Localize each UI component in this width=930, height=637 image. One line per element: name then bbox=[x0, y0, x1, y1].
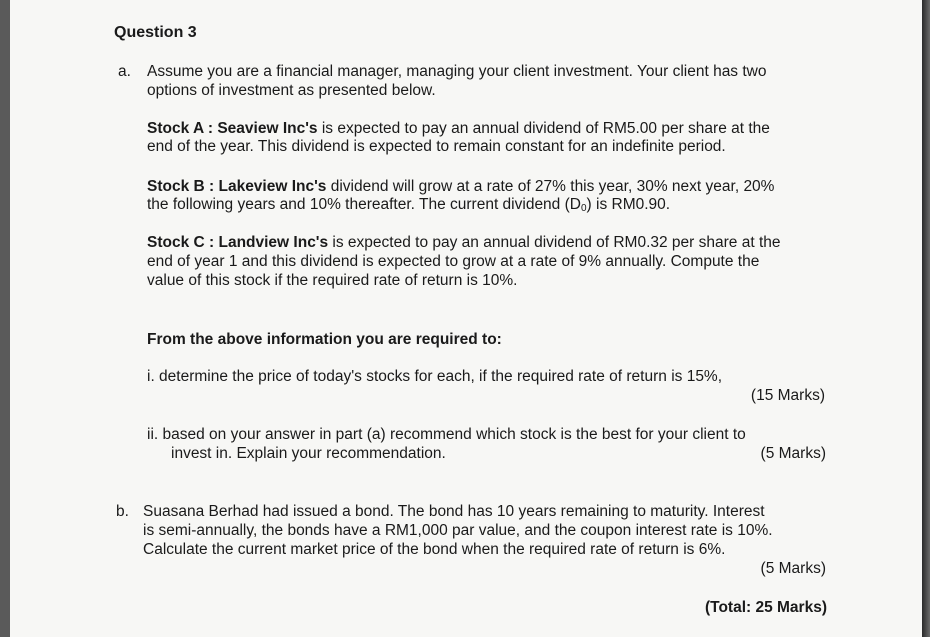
item-ii-line1: ii. based on your answer in part (a) recommend which stock is the best for your client to bbox=[147, 426, 746, 443]
stock-a-label: Stock A : Seaview Inc's bbox=[147, 120, 318, 137]
item-i-marks: (15 Marks) bbox=[750, 387, 825, 404]
stock-b-line2-post: ) is RM0.90. bbox=[586, 196, 671, 213]
stock-c-line3: value of this stock if the required rate of return is 10%. bbox=[147, 272, 518, 289]
stock-b-subscript: 0 bbox=[580, 203, 587, 214]
part-a-intro-line1: Assume you are a financial manager, managing your client investment. Your client has two bbox=[147, 63, 767, 80]
part-b-marker: b. bbox=[116, 503, 129, 520]
page-edge-shadow bbox=[922, 0, 930, 637]
part-b-line1: Suasana Berhad had issued a bond. The bond has 10 years remaining to maturity. Interest bbox=[143, 503, 765, 520]
stock-a-text: is expected to pay an annual dividend of RM5.00 per share at the bbox=[317, 120, 770, 137]
item-i-text: i. determine the price of today's stocks for each, if the required rate of return is 15%, bbox=[147, 368, 723, 385]
total-marks: (Total: 25 Marks) bbox=[704, 599, 827, 616]
question-title: Question 3 bbox=[114, 24, 197, 41]
part-b-line2: is semi-annually, the bonds have a RM1,000 par value, and the coupon interest rate is 10%. bbox=[143, 522, 773, 539]
document-page bbox=[10, 0, 922, 637]
stock-c-label: Stock C : Landview Inc's bbox=[147, 234, 329, 251]
stock-c-text: is expected to pay an annual dividend of RM0.32 per share at the bbox=[328, 234, 781, 251]
required-heading: From the above information you are required to: bbox=[147, 331, 502, 348]
stock-b-line1 bbox=[147, 177, 774, 196]
part-b-marks: (5 Marks) bbox=[760, 560, 826, 577]
item-ii-marks: (5 Marks) bbox=[760, 445, 826, 462]
stock-b-label: Stock B : Lakeview Inc's bbox=[147, 178, 327, 195]
part-b-line3: Calculate the current market price of the bond when the required rate of return is 6%. bbox=[143, 541, 726, 558]
stock-a-line2: end of the year. This dividend is expected to remain constant for an indefinite period. bbox=[147, 138, 726, 155]
stock-a-line1 bbox=[147, 119, 770, 138]
item-ii-line2: invest in. Explain your recommendation. bbox=[171, 445, 446, 462]
stock-c-line2: end of year 1 and this dividend is expected to grow at a rate of 9% annually. Compute the bbox=[147, 253, 760, 270]
stock-b-text: dividend will grow at a rate of 27% this year, 30% next year, 20% bbox=[326, 178, 775, 195]
stock-b-line2-pre: the following years and 10% thereafter. The current dividend (D bbox=[147, 196, 581, 213]
stock-b-line2 bbox=[147, 195, 670, 218]
part-a-intro-line2: options of investment as presented below. bbox=[147, 82, 436, 99]
part-a-marker: a. bbox=[118, 63, 131, 80]
stock-c-line1 bbox=[147, 233, 781, 252]
